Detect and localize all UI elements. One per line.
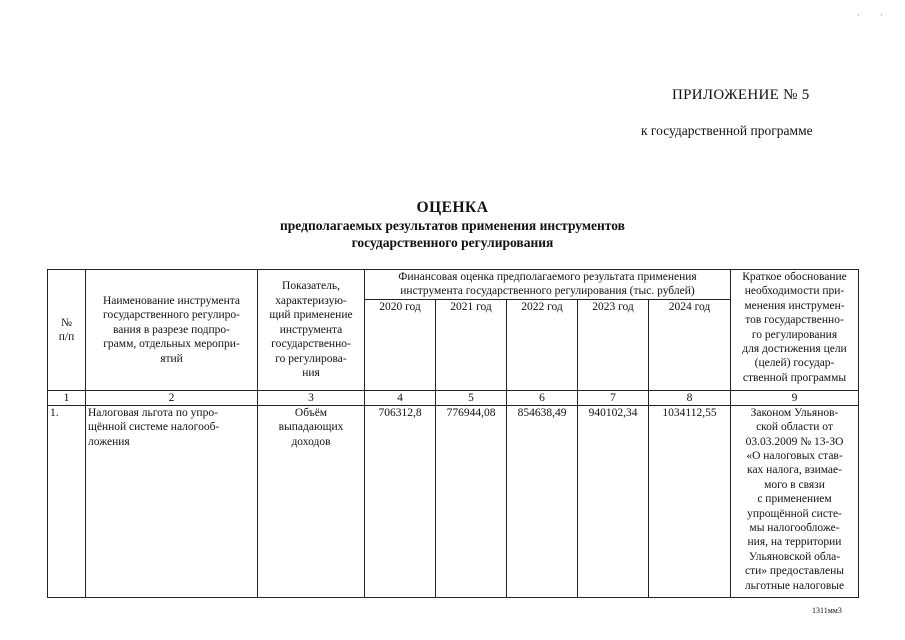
column-number: 2 [86,390,258,405]
header-financial-estimate: Финансовая оценка предполагаемого результата применения инструмента государственного регулирования (тыс. рублей) [365,270,731,300]
column-number: 9 [731,390,859,405]
row-value-2021: 776944,08 [436,405,507,597]
header-indicator: Показатель, характеризую- щий применение инструмента государственно- го регулирова- ния [258,270,365,391]
table-row [48,405,859,597]
document-title-block [0,199,905,251]
row-value-2022: 854638,49 [507,405,578,597]
header-year-2024: 2024 год [649,299,731,390]
column-number: 5 [436,390,507,405]
header-year-2020: 2020 год [365,299,436,390]
header-year-2022: 2022 год [507,299,578,390]
row-value-2024: 1034112,55 [649,405,731,597]
document-subtitle-line-1: предполагаемых результатов применения инструментов [280,218,625,233]
column-number: 1 [48,390,86,405]
document-title: ОЦЕНКА [416,199,489,216]
document-subtitle-line-2: государственного регулирования [351,235,554,250]
header-justification: Краткое обоснование необходимости при- менения инструмен- тов государственно- го регулирования для достижения цели (целей) государ- ственной программы [731,270,859,391]
results-table [47,269,859,598]
row-indicator: Объём выпадающих доходов [258,405,365,597]
column-numbers-row [48,390,859,405]
header-year-2021: 2021 год [436,299,507,390]
column-number: 8 [649,390,731,405]
footer-code: 1311мм3 [812,606,842,615]
row-justification: Законом Ульянов- ской области от 03.03.2009 № 13-ЗО «О налоговых став- ках налога, взимае- мого в связи с применением упрощённой систе- мы налогообложе- ния, на территории Ульяновской обла- сти» предоставлены льготные налоговые [731,405,859,597]
appendix-subtitle: к государственной программе [641,123,813,138]
row-value-2020: 706312,8 [365,405,436,597]
appendix-title: ПРИЛОЖЕНИЕ № 5 [672,87,810,103]
corner-mark: · [880,10,883,20]
row-num: 1. [48,405,86,597]
row-instrument: Налоговая льгота по упро- щённой системе налогооб- ложения [86,405,258,597]
column-number: 6 [507,390,578,405]
row-value-2023: 940102,34 [578,405,649,597]
corner-mark: · [857,10,860,20]
column-number: 3 [258,390,365,405]
header-num: № п/п [48,270,86,391]
column-number: 4 [365,390,436,405]
header-year-2023: 2023 год [578,299,649,390]
header-instrument: Наименование инструмента государственного регулиро- вания в разрезе подпро- грамм, отдельных меропри- ятий [86,270,258,391]
column-number: 7 [578,390,649,405]
